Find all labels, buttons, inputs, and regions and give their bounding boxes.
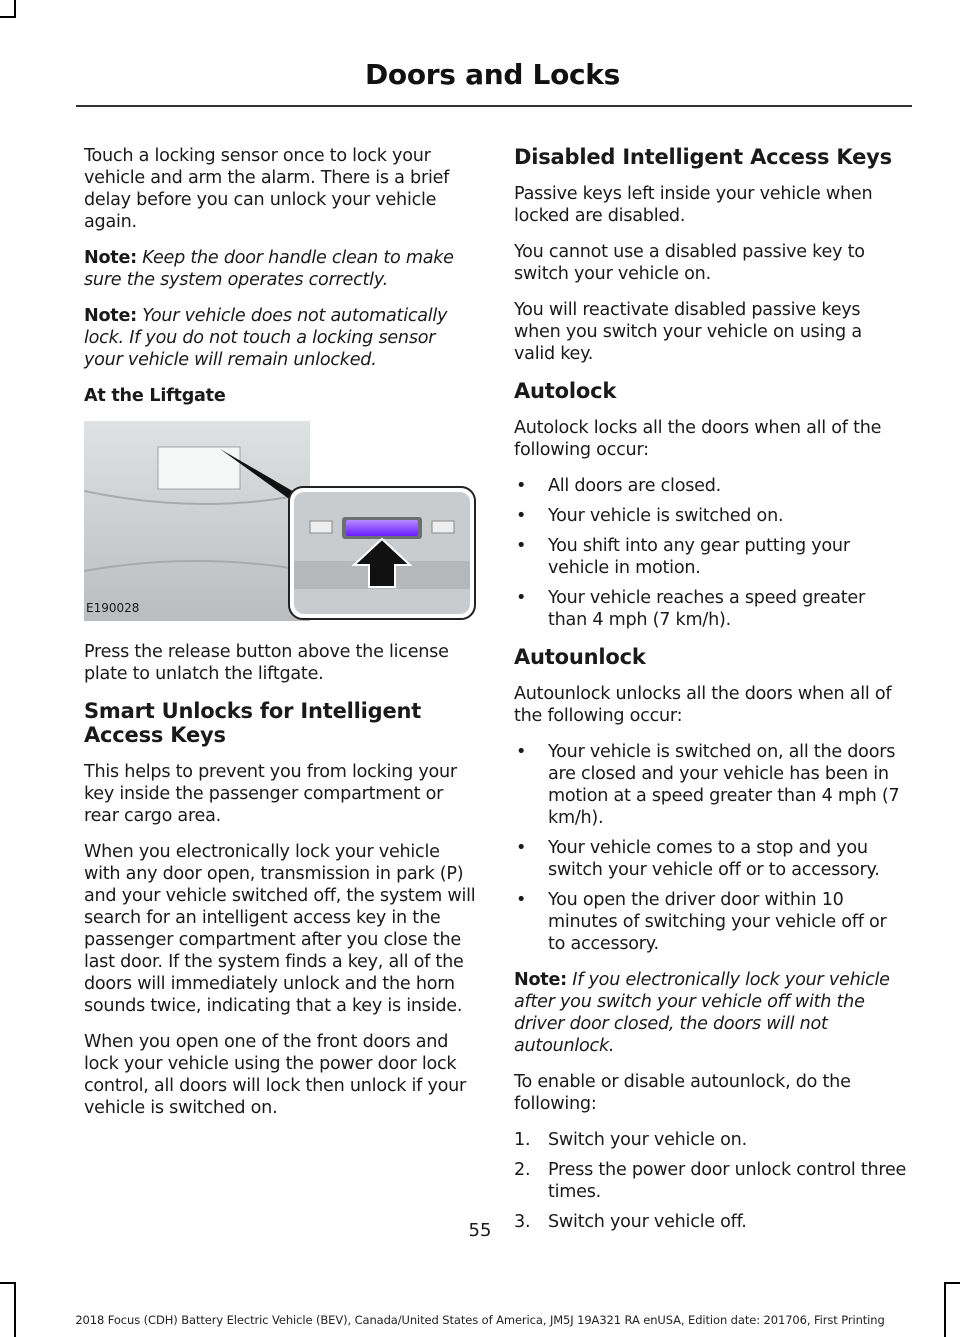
step-number: 1. <box>514 1130 531 1150</box>
figure-code: E190028 <box>86 601 140 615</box>
note-label: Note: <box>84 306 137 326</box>
enable-steps <box>514 1129 908 1233</box>
list-item: • Your vehicle is switched on, all the doors are closed and your vehicle has been in motion at a speed greater than 4 mph (7 km/h). <box>516 742 900 828</box>
liftgate-paragraph: Press the release button above the license plate to unlatch the liftgate. <box>84 642 449 684</box>
smart-unlocks-paragraph-1: This helps to prevent you from locking your key inside the passenger compartment or rear cargo area. <box>84 762 457 826</box>
note-text: Keep the door handle clean to make sure the system operates correctly. <box>84 248 454 290</box>
step-number: 2. <box>514 1160 531 1180</box>
bullet-icon: • <box>516 506 527 526</box>
note-no-autolock <box>84 305 478 371</box>
autolock-list <box>514 475 908 631</box>
crop-mark-bottom-left <box>14 1282 16 1337</box>
crop-mark-bottom-left-h <box>0 1282 16 1284</box>
bullet-icon: • <box>516 588 527 608</box>
list-item: • Your vehicle reaches a speed greater than 4 mph (7 km/h). <box>516 588 865 630</box>
page-number: 55 <box>468 1220 492 1241</box>
smart-unlocks-heading: Smart Unlocks for Intelligent Access Keys <box>84 699 422 747</box>
disabled-keys-paragraph-3: You will reactivate disabled passive keys when you switch your vehicle on using a valid key. <box>514 300 862 364</box>
disabled-keys-heading: Disabled Intelligent Access Keys <box>514 145 892 169</box>
list-item: • Your vehicle is switched on. <box>516 506 784 526</box>
note-label: Note: <box>514 970 567 990</box>
note-text: Your vehicle does not automatically lock. If you do not touch a locking sensor your vehicle will remain unlocked. <box>84 306 448 370</box>
intro-paragraph: Touch a locking sensor once to lock your vehicle and arm the alarm. There is a brief delay before you can unlock your vehicle again. <box>84 146 450 232</box>
header-rule <box>76 105 912 107</box>
right-column <box>514 145 908 1247</box>
note-autounlock <box>514 969 908 1057</box>
list-item: • Your vehicle comes to a stop and you switch your vehicle off or to accessory. <box>516 838 880 880</box>
bullet-icon: • <box>516 838 527 858</box>
bullet-icon: • <box>516 742 527 762</box>
step-number: 3. <box>514 1212 531 1232</box>
release-button <box>346 520 418 536</box>
enable-intro: To enable or disable autounlock, do the following: <box>514 1072 851 1114</box>
step-item: 3. Switch your vehicle off. <box>514 1212 747 1232</box>
smart-unlocks-paragraph-2: When you electronically lock your vehicle with any door open, transmission in park (P) and your vehicle switched off, the system will search for an intelligent access key in the passenger compartment after you close the last door. If the system finds a key, all of the doors will immediately unlock and the horn sounds twice, indicating that a key is inside. <box>84 842 476 1016</box>
autolock-heading: Autolock <box>514 379 617 403</box>
crop-mark-bottom-right-h <box>944 1282 960 1284</box>
liftgate-heading: At the Liftgate <box>84 386 226 406</box>
crop-mark-bottom-right <box>944 1282 946 1337</box>
liftgate-figure <box>84 421 478 621</box>
list-item: • You shift into any gear putting your vehicle in motion. <box>516 536 850 578</box>
note-label: Note: <box>84 248 137 268</box>
note-keep-handle-clean <box>84 247 478 291</box>
disabled-keys-paragraph-1: Passive keys left inside your vehicle when locked are disabled. <box>514 184 873 226</box>
bullet-icon: • <box>516 890 527 910</box>
bullet-icon: • <box>516 476 527 496</box>
autounlock-list <box>514 741 908 955</box>
autolock-intro: Autolock locks all the doors when all of the following occur: <box>514 418 882 460</box>
license-plate <box>158 447 240 489</box>
step-item: 1. Switch your vehicle on. <box>514 1130 747 1150</box>
plate-lamp-left <box>310 521 332 533</box>
disabled-keys-paragraph-2: You cannot use a disabled passive key to switch your vehicle on. <box>514 242 865 284</box>
autounlock-intro: Autounlock unlocks all the doors when all of the following occur: <box>514 684 892 726</box>
crop-mark-top-left-h <box>0 16 16 18</box>
step-item: 2. Press the power door unlock control three times. <box>514 1160 907 1202</box>
footer-edition: 2018 Focus (CDH) Battery Electric Vehicle (BEV), Canada/United States of America, JM5J 19A321 RA enUSA, Edition date: 201706, First Printing <box>75 1313 885 1327</box>
list-item: • You open the driver door within 10 minutes of switching your vehicle off or to accessory. <box>516 890 887 954</box>
smart-unlocks-paragraph-3: When you open one of the front doors and lock your vehicle using the power door lock control, all doors will lock then unlock if your vehicle is switched on. <box>84 1032 467 1118</box>
liftgate-illustration <box>84 421 478 621</box>
left-column <box>84 145 478 1133</box>
list-item: • All doors are closed. <box>516 476 721 496</box>
note-text: If you electronically lock your vehicle after you switch your vehicle off with the driver door closed, the doors will not autounlock. <box>514 970 890 1056</box>
bullet-icon: • <box>516 536 527 556</box>
page-title: Doors and Locks <box>364 58 620 91</box>
plate-lamp-right <box>432 521 454 533</box>
autounlock-heading: Autounlock <box>514 645 646 669</box>
